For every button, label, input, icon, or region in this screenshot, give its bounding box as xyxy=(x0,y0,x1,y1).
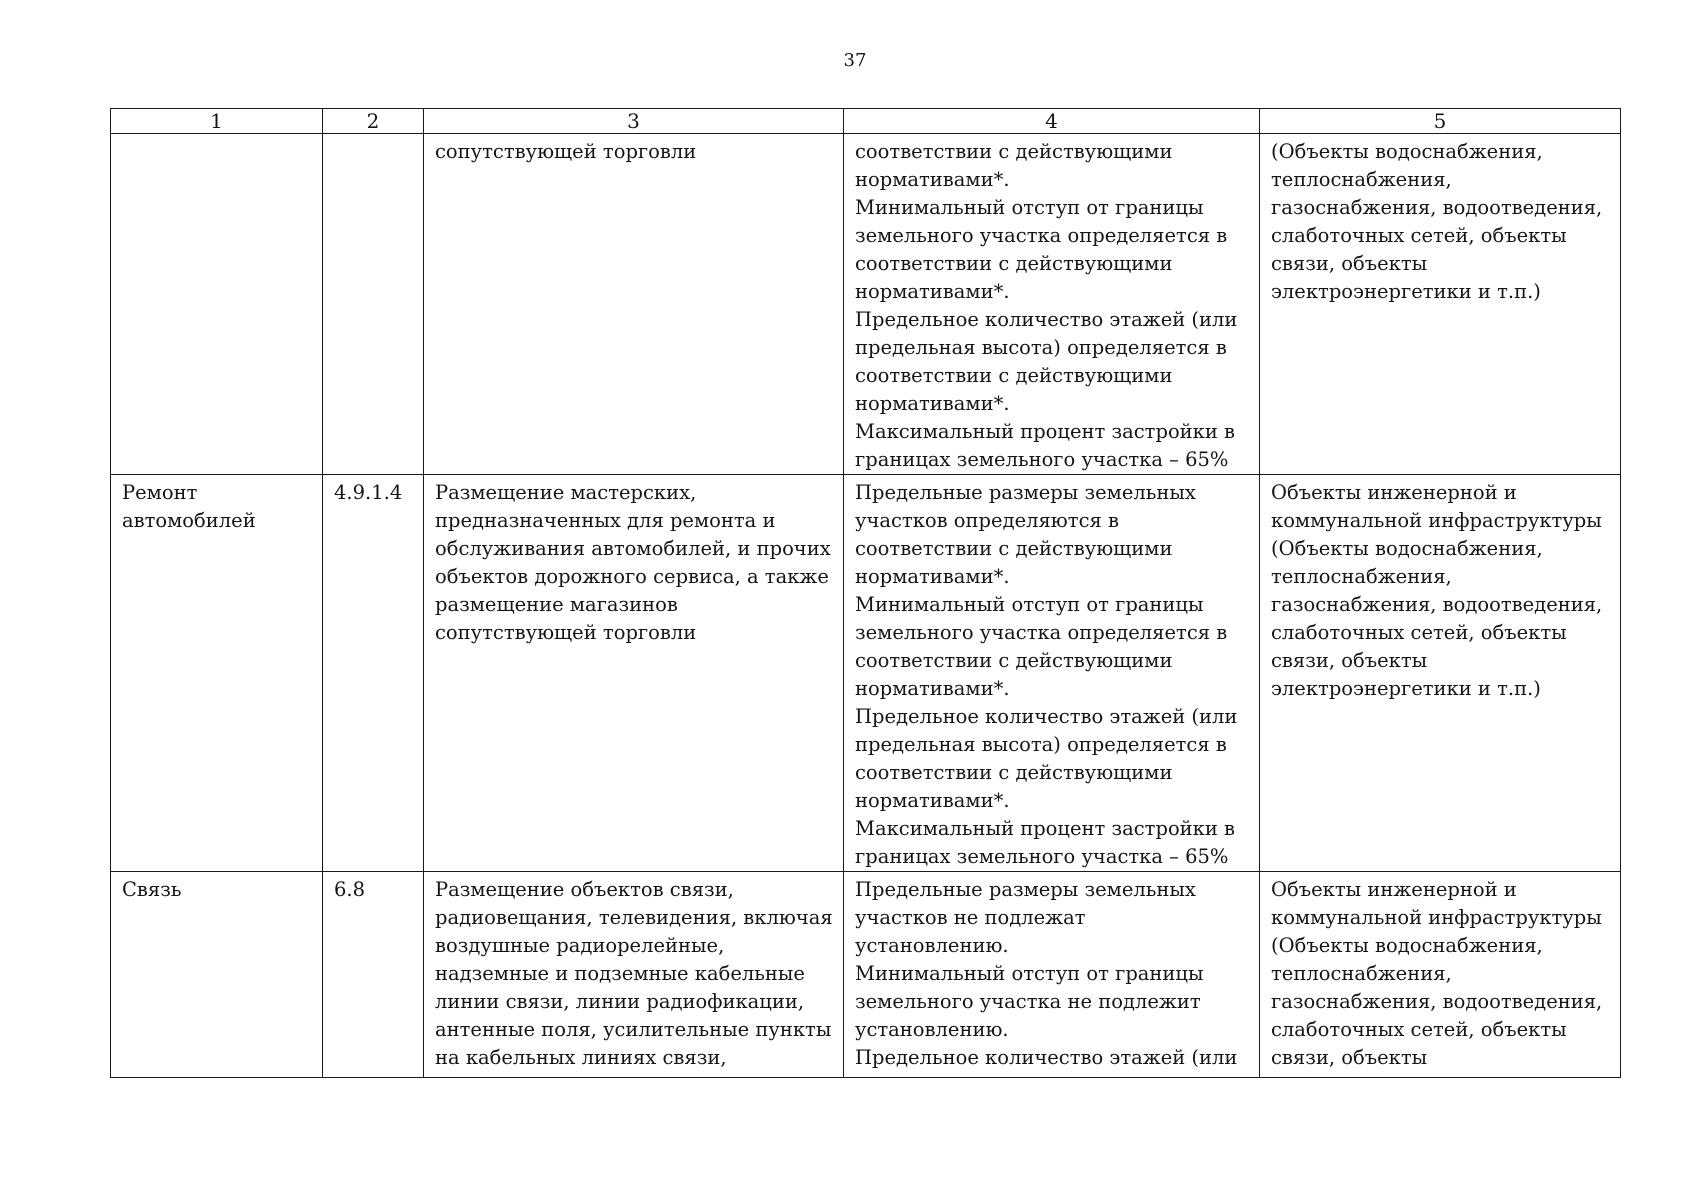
text-line: 6.8 xyxy=(334,878,366,901)
text-line: газоснабжения, водоотведения, xyxy=(1271,990,1603,1013)
cell-use-name xyxy=(111,134,323,475)
text-line: слаботочных сетей, объекты xyxy=(1271,1018,1567,1041)
text-line: границах земельного участка – 65% xyxy=(855,845,1229,868)
cell-building-parameters xyxy=(844,872,1260,1078)
header-col-1: 1 xyxy=(111,109,323,134)
text-line: соответствии с действующими xyxy=(855,140,1173,163)
header-col-3: 3 xyxy=(424,109,844,134)
text-line: земельного участка определяется в xyxy=(855,224,1228,247)
table-row xyxy=(111,475,1621,872)
text-line: связи, объекты xyxy=(1271,649,1428,672)
text-line: земельного участка определяется в xyxy=(855,621,1228,644)
text-line: на кабельных линиях связи, xyxy=(435,1046,727,1069)
text-line: границах земельного участка – 65% xyxy=(855,448,1229,471)
text-line: радиовещания, телевидения, включая xyxy=(435,906,833,929)
text-line: коммунальной инфраструктуры xyxy=(1271,509,1602,532)
text-line: (Объекты водоснабжения, xyxy=(1271,537,1543,560)
cell-auxiliary-uses xyxy=(1260,872,1621,1078)
text-line: Размещение мастерских, xyxy=(435,481,697,504)
text-line: Размещение объектов связи, xyxy=(435,878,734,901)
cell-building-parameters xyxy=(844,475,1260,872)
header-col-2: 2 xyxy=(323,109,424,134)
text-line: участков не подлежат xyxy=(855,906,1086,929)
text-line: 4.9.1.4 xyxy=(334,481,403,504)
table-row xyxy=(111,134,1621,475)
cell-use-description xyxy=(424,872,844,1078)
text-line: нормативами*. xyxy=(855,392,1010,415)
text-line: установлению. xyxy=(855,1018,1009,1041)
header-row xyxy=(111,109,1621,134)
text-line: электроэнергетики и т.п.) xyxy=(1271,280,1541,303)
cell-use-description xyxy=(424,134,844,475)
text-line: соответствии с действующими xyxy=(855,761,1173,784)
cell-building-parameters xyxy=(844,134,1260,475)
text-line: Предельное количество этажей (или xyxy=(855,705,1238,728)
table-header xyxy=(111,109,1621,134)
text-line: электроэнергетики и т.п.) xyxy=(1271,677,1541,700)
text-line: теплоснабжения, xyxy=(1271,962,1452,985)
text-line: Ремонт xyxy=(122,481,198,504)
page-number: 37 xyxy=(843,50,867,71)
text-line: сопутствующей торговли xyxy=(435,621,697,644)
text-line: нормативами*. xyxy=(855,677,1010,700)
header-col-4: 4 xyxy=(844,109,1260,134)
text-line: теплоснабжения, xyxy=(1271,565,1452,588)
text-line: соответствии с действующими xyxy=(855,537,1173,560)
text-line: сопутствующей торговли xyxy=(435,140,697,163)
text-line: предназначенных для ремонта и xyxy=(435,509,776,532)
text-line: (Объекты водоснабжения, xyxy=(1271,140,1543,163)
text-line: установлению. xyxy=(855,934,1009,957)
text-line: слаботочных сетей, объекты xyxy=(1271,224,1567,247)
text-line: слаботочных сетей, объекты xyxy=(1271,621,1567,644)
text-line: Минимальный отступ от границы xyxy=(855,593,1204,616)
cell-use-code xyxy=(323,134,424,475)
text-line: Предельное количество этажей (или xyxy=(855,1046,1238,1069)
cell-use-name xyxy=(111,475,323,872)
text-line: нормативами*. xyxy=(855,789,1010,812)
cell-use-description xyxy=(424,475,844,872)
text-line: размещение магазинов xyxy=(435,593,678,616)
text-line: газоснабжения, водоотведения, xyxy=(1271,593,1603,616)
table-row xyxy=(111,872,1621,1078)
text-line: газоснабжения, водоотведения, xyxy=(1271,196,1603,219)
text-line: Предельные размеры земельных xyxy=(855,481,1196,504)
text-line: Минимальный отступ от границы xyxy=(855,196,1204,219)
text-line: воздушные радиорелейные, xyxy=(435,934,725,957)
text-line: соответствии с действующими xyxy=(855,252,1173,275)
cell-auxiliary-uses xyxy=(1260,475,1621,872)
text-line: (Объекты водоснабжения, xyxy=(1271,934,1543,957)
text-line: Объекты инженерной и xyxy=(1271,878,1517,901)
text-line: связи, объекты xyxy=(1271,1046,1428,1069)
text-line: Максимальный процент застройки в xyxy=(855,420,1236,443)
text-line: Минимальный отступ от границы xyxy=(855,962,1204,985)
text-line: теплоснабжения, xyxy=(1271,168,1452,191)
text-line: Предельное количество этажей (или xyxy=(855,308,1238,331)
land-use-table xyxy=(110,108,1621,1078)
text-line: Предельные размеры земельных xyxy=(855,878,1196,901)
text-line: нормативами*. xyxy=(855,168,1010,191)
text-line: предельная высота) определяется в xyxy=(855,733,1227,756)
table-body xyxy=(111,134,1621,1078)
text-line: земельного участка не подлежит xyxy=(855,990,1201,1013)
text-line: Объекты инженерной и xyxy=(1271,481,1517,504)
text-line: нормативами*. xyxy=(855,565,1010,588)
text-line: соответствии с действующими xyxy=(855,649,1173,672)
text-line: линии связи, линии радиофикации, xyxy=(435,990,805,1013)
text-line: связи, объекты xyxy=(1271,252,1428,275)
text-line: коммунальной инфраструктуры xyxy=(1271,906,1602,929)
cell-auxiliary-uses xyxy=(1260,134,1621,475)
text-line: надземные и подземные кабельные xyxy=(435,962,805,985)
text-line: предельная высота) определяется в xyxy=(855,336,1227,359)
cell-use-name xyxy=(111,872,323,1078)
text-line: антенные поля, усилительные пункты xyxy=(435,1018,832,1041)
text-line: объектов дорожного сервиса, а также xyxy=(435,565,829,588)
cell-use-code xyxy=(323,872,424,1078)
text-line: Максимальный процент застройки в xyxy=(855,817,1236,840)
cell-use-code xyxy=(323,475,424,872)
header-col-5: 5 xyxy=(1260,109,1621,134)
text-line: автомобилей xyxy=(122,509,256,532)
text-line: соответствии с действующими xyxy=(855,364,1173,387)
text-line: обслуживания автомобилей, и прочих xyxy=(435,537,831,560)
text-line: нормативами*. xyxy=(855,280,1010,303)
text-line: участков определяются в xyxy=(855,509,1119,532)
text-line: Связь xyxy=(122,878,182,901)
